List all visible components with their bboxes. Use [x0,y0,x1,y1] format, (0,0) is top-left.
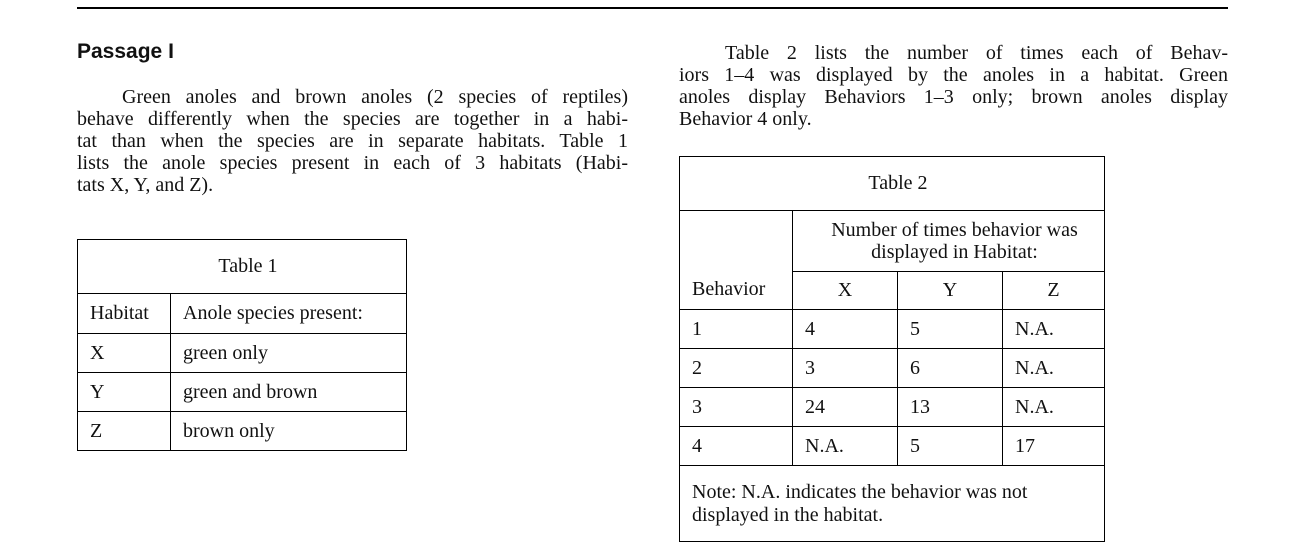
table-row [78,373,407,412]
paragraph-line: Table 2 lists the number of times each of Behav- [725,42,1228,64]
table-cell: green only [171,334,407,373]
table-cell: 3 [793,349,898,388]
table-row [78,412,407,451]
table-cell: Y [78,373,171,412]
table-cell: X [78,334,171,373]
paragraph-line: iors 1–4 was displayed by the anoles in a habitat. Green [679,64,1228,86]
column-header-species: Anole species present: [171,294,407,334]
table-cell: 4 [793,310,898,349]
table-cell: 17 [1003,427,1105,466]
table-cell: 4 [680,427,793,466]
table-cell: 5 [898,310,1003,349]
table-row [680,349,1105,388]
table-1 [77,239,407,451]
table-note: Note: N.A. indicates the behavior was not displayed in the habitat. [680,466,1105,542]
table-row [680,427,1105,466]
table-cell: N.A. [1003,310,1105,349]
table-caption: Table 1 [78,240,407,294]
row-header-behavior: Behavior [680,211,793,310]
table-cell: 1 [680,310,793,349]
table-cell: brown only [171,412,407,451]
paragraph-line: tats X, Y, and Z). [77,174,214,196]
paragraph-line: lists the anole species present in each of 3 habitats (Habi- [77,152,628,174]
table-cell: 6 [898,349,1003,388]
passage-paragraph-1 [77,86,628,196]
table-cell: 3 [680,388,793,427]
paragraph-line: Green anoles and brown anoles (2 species of reptiles) [122,86,628,108]
table-row [78,334,407,373]
table-2 [679,156,1105,542]
table-cell: 2 [680,349,793,388]
column-header-habitat: Habitat [78,294,171,334]
table-cell: N.A. [1003,388,1105,427]
table-cell: green and brown [171,373,407,412]
table-cell: 24 [793,388,898,427]
passage-paragraph-2 [679,42,1228,130]
passage-heading: Passage I [77,40,174,63]
table-row [680,388,1105,427]
top-rule [77,7,1228,9]
table-caption: Table 2 [680,157,1105,211]
table-cell: N.A. [793,427,898,466]
column-header-z: Z [1003,272,1105,310]
paragraph-line: behave differently when the species are together in a habi- [77,108,628,130]
table-cell: 5 [898,427,1003,466]
table-cell: N.A. [1003,349,1105,388]
paragraph-line: Behavior 4 only. [679,108,812,130]
table-cell: Z [78,412,171,451]
table-cell: 13 [898,388,1003,427]
table-row [680,310,1105,349]
paragraph-line: anoles display Behaviors 1–3 only; brown anoles display [679,86,1228,108]
column-header-x: X [793,272,898,310]
column-header-y: Y [898,272,1003,310]
group-header: Number of times behavior was displayed in Habitat: [793,211,1105,272]
paragraph-line: tat than when the species are in separate habitats. Table 1 [77,130,628,152]
